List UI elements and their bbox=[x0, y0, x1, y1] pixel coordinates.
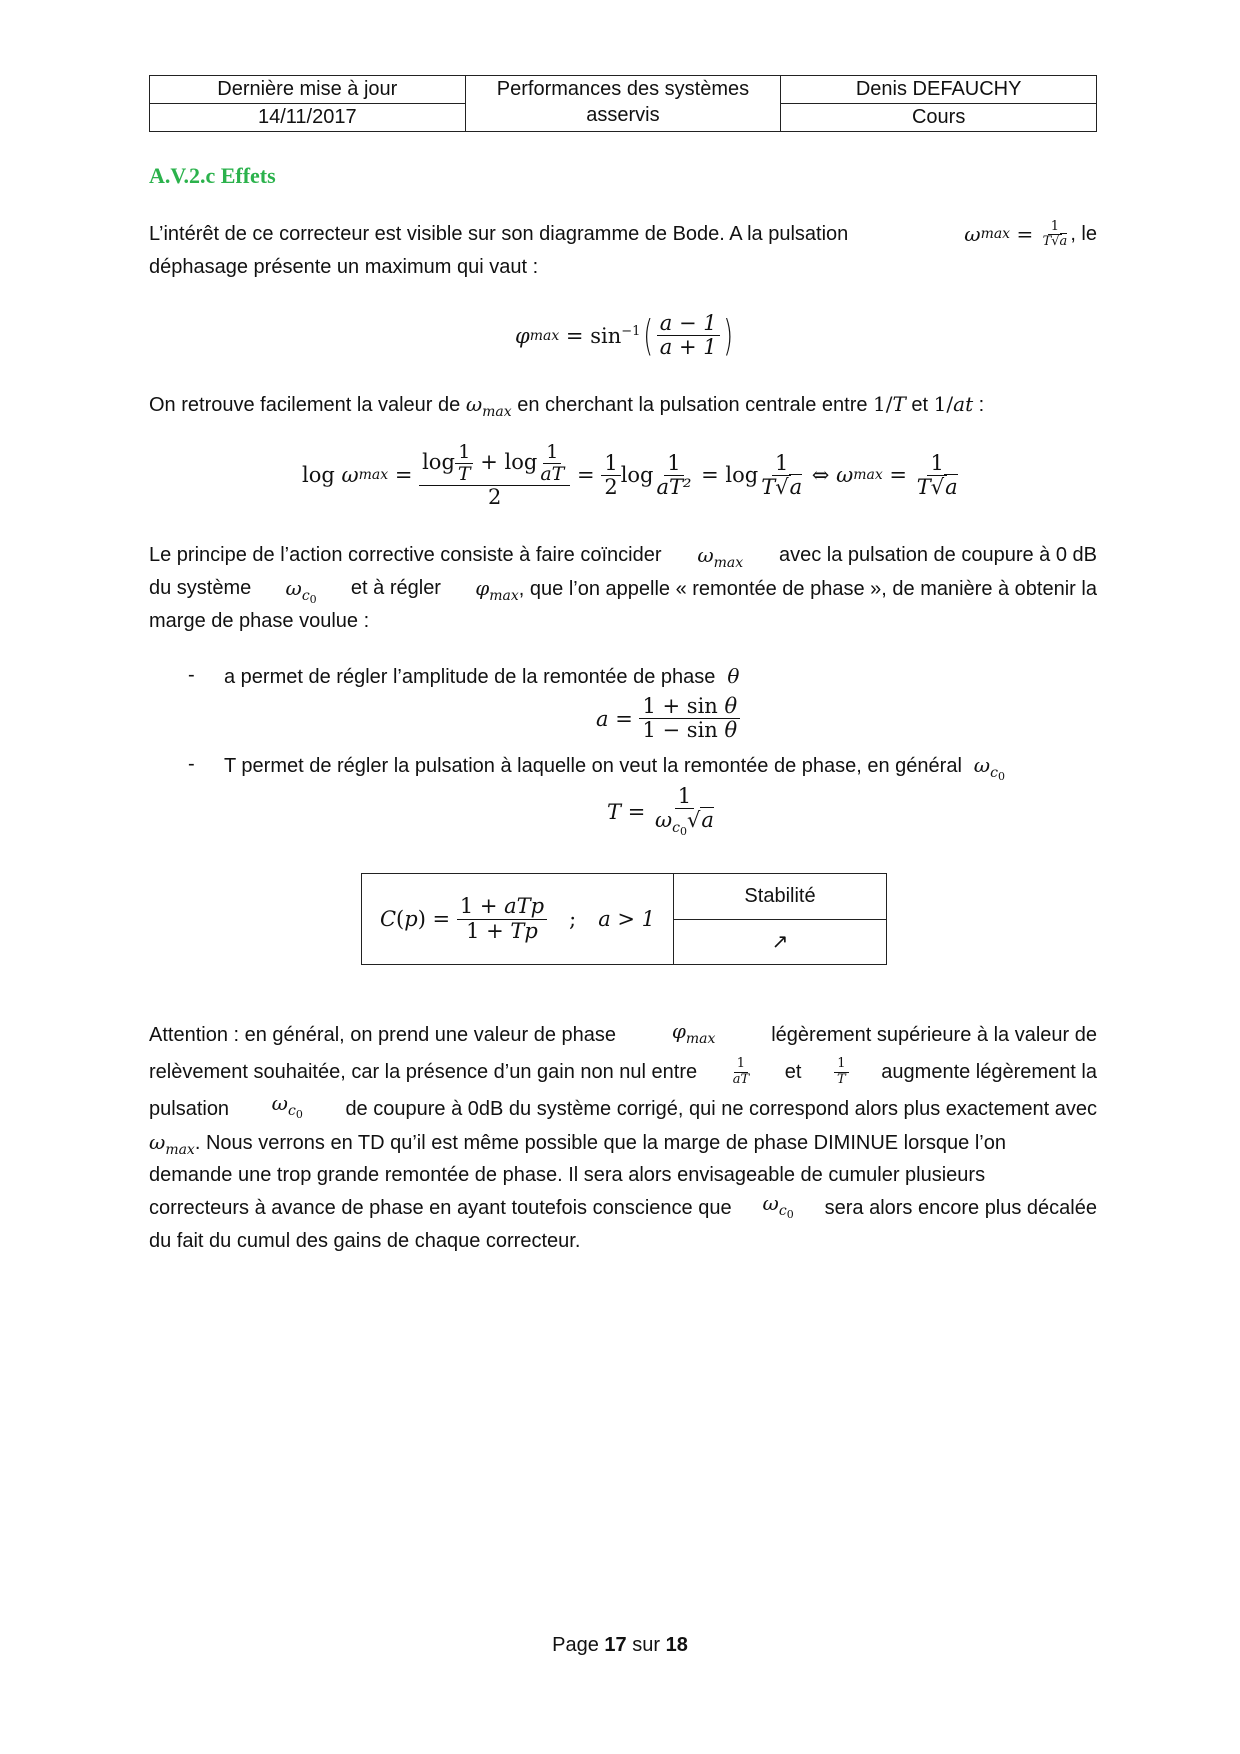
attention-l2b: et bbox=[784, 1060, 802, 1083]
stability-arrow-icon: ↗ bbox=[674, 919, 887, 965]
table-condition: a > 1 bbox=[598, 907, 656, 931]
of-label: sur bbox=[632, 1634, 661, 1656]
bullet-1-text: a permet de régler l’amplitude de la remontée de phase bbox=[224, 666, 716, 688]
p1-text-c: déphasage présente un maximum qui vaut : bbox=[149, 256, 539, 278]
transfer-function: C ( p ) = $\frac{\text{1 + aTp}}{1 + Tp}$ ; a > 1 bbox=[379, 894, 656, 943]
bullet-2-text: T permet de régler la pulsation à laquelle on veut la remontée de phase, en général bbox=[224, 755, 962, 777]
p3-l1a: Le principe de l’action corrective consiste à faire coïncider bbox=[149, 544, 662, 566]
table-separator: ; bbox=[569, 907, 577, 931]
bullet-1: a permet de régler l’amplitude de la remontée de phase θ bbox=[224, 664, 740, 688]
author: Denis DEFAUCHY bbox=[781, 76, 1097, 104]
p1-text-a: L’intérêt de ce correcteur est visible sur son diagramme de Bode. A la pulsation bbox=[149, 223, 849, 245]
omega-max-inline-formula: ω max = $\frac{1}{T√a}$ , le bbox=[964, 218, 1097, 249]
attention-l6a: correcteurs à avance de phase en ayant toutefois conscience que bbox=[149, 1197, 732, 1219]
section-title: A.V.2.c Effets bbox=[149, 163, 276, 188]
p1-text-b: , le bbox=[1070, 223, 1097, 245]
a-formula: a = $\frac{\text{1 + sin θ}}{\text{1 − sin θ}}$ bbox=[596, 695, 740, 742]
stability-label: Stabilité bbox=[674, 874, 887, 920]
p2-text-d: : bbox=[978, 394, 985, 416]
phi-max-formula: φ max = $\sin^{-1}$ ( $\frac{a - 1}{a + 1}$ ) bbox=[515, 310, 733, 360]
header-table bbox=[149, 75, 1097, 132]
document-title-line1: Performances des systèmes bbox=[496, 78, 750, 100]
page-label: Page bbox=[552, 1634, 599, 1656]
T-formula: T = $\frac{1}{\omega_{c_0}√a}$ bbox=[607, 784, 714, 839]
attention-l3b: de coupure à 0dB du système corrigé, qui ne correspond alors plus exactement avec bbox=[345, 1097, 1097, 1120]
p3-l2b: et à régler bbox=[350, 577, 441, 599]
document-title-line2: asservis bbox=[586, 104, 660, 126]
page-total: 18 bbox=[665, 1634, 688, 1656]
bullet-dash-1: - bbox=[188, 664, 195, 686]
paragraph-1 bbox=[149, 218, 1097, 284]
attention-l1b: légèrement supérieure à la valeur de bbox=[771, 1023, 1097, 1046]
attention-l5: demande une trop grande remontée de phase. Il sera alors envisageable de cumuler plusieurs bbox=[149, 1164, 986, 1186]
attention-l2c: augmente légèrement la bbox=[881, 1060, 1097, 1083]
paragraph-2: On retrouve facilement la valeur de $\omega_{max}$ en cherchant la pulsation centrale entre 1/T et 1/at : bbox=[149, 392, 985, 420]
corrector-table bbox=[361, 873, 887, 965]
page-footer bbox=[0, 1634, 1240, 1657]
attention-l6b: sera alors encore plus décalée bbox=[824, 1197, 1097, 1219]
bullet-dash-2: - bbox=[188, 753, 195, 775]
page-number: 17 bbox=[604, 1634, 627, 1656]
p3-l2c: , que l’on appelle « remontée de phase », de manière à obtenir la bbox=[518, 578, 1097, 600]
p2-text-a: On retrouve facilement la valeur de bbox=[149, 394, 461, 416]
p3-l3: marge de phase voulue : bbox=[149, 610, 370, 632]
p3-l1b: avec la pulsation de coupure à 0 dB bbox=[778, 544, 1097, 566]
attention-l3a: pulsation bbox=[149, 1097, 230, 1120]
attention-paragraph: Attention : en général, on prend une valeur de phase $\varphi_{max}$ légèrement supérieure à la valeur de relèvement souhaitée, car la présence d’un gain non nul entre $\frac{1}{aT}$ et $\frac{1}{T}$ augmente légèrement la pulsation $\omega_{c_0}$ de coupure à 0dB du système corrigé, qui ne correspond alors plus exactement avec $\omega_{max}$. Nous verrons en TD qu’il est même possible que la marge de phase DIMINUE lorsque l’on demande une trop grande remontée de phase. Il sera alors envisageable de cumuler plusieurs correcteurs à avance de phase en ayant toutefois conscience que $\omega_{c_0}$ sera alors encore plus décalée du fait du cumul des gains de chaque correcteur. bbox=[149, 1018, 1097, 1258]
p2-text-c: et bbox=[911, 394, 929, 416]
p2-text-b: en cherchant la pulsation centrale entre bbox=[517, 394, 868, 416]
transfer-function-cell bbox=[362, 874, 674, 965]
attention-l2a: relèvement souhaitée, car la présence d’un gain non nul entre bbox=[149, 1060, 698, 1083]
paragraph-3: Le principe de l’action corrective consiste à faire coïncider $\omega_{max}$ avec la pulsation de coupure à 0 dB du système $\omega_{c_0}$ et à régler $\varphi_{max}$, que l’on appelle « remontée de phase », de manière à obtenir la marge de phase voulue : bbox=[149, 539, 1097, 638]
attention-l1a: Attention : en général, on prend une valeur de phase bbox=[149, 1023, 617, 1046]
last-update-label: Dernière mise à jour bbox=[150, 76, 466, 104]
document-title bbox=[465, 76, 781, 132]
document-type: Cours bbox=[781, 104, 1097, 132]
log-omega-formula: log ω max = log $\frac{1}{T}$ + log $\frac{1}{aT}$ 2 = $\frac{1}{2}$ log $\frac{1}{\text{aT²}}$ = log $\frac{1}{T√a}$ ⇔ ω max = $\frac{1}{T√a}$ bbox=[302, 441, 958, 509]
attention-l7: du fait du cumul des gains de chaque correcteur. bbox=[149, 1230, 581, 1252]
bullet-2: T permet de régler la pulsation à laquelle on veut la remontée de phase, en général $\omega_{c_0}$ bbox=[224, 753, 1005, 783]
p3-l2a: du système bbox=[149, 577, 252, 599]
attention-l4b: . Nous verrons en TD qu’il est même possible que la marge de phase DIMINUE lorsque l’on bbox=[194, 1132, 1006, 1154]
update-date: 14/11/2017 bbox=[150, 104, 466, 132]
